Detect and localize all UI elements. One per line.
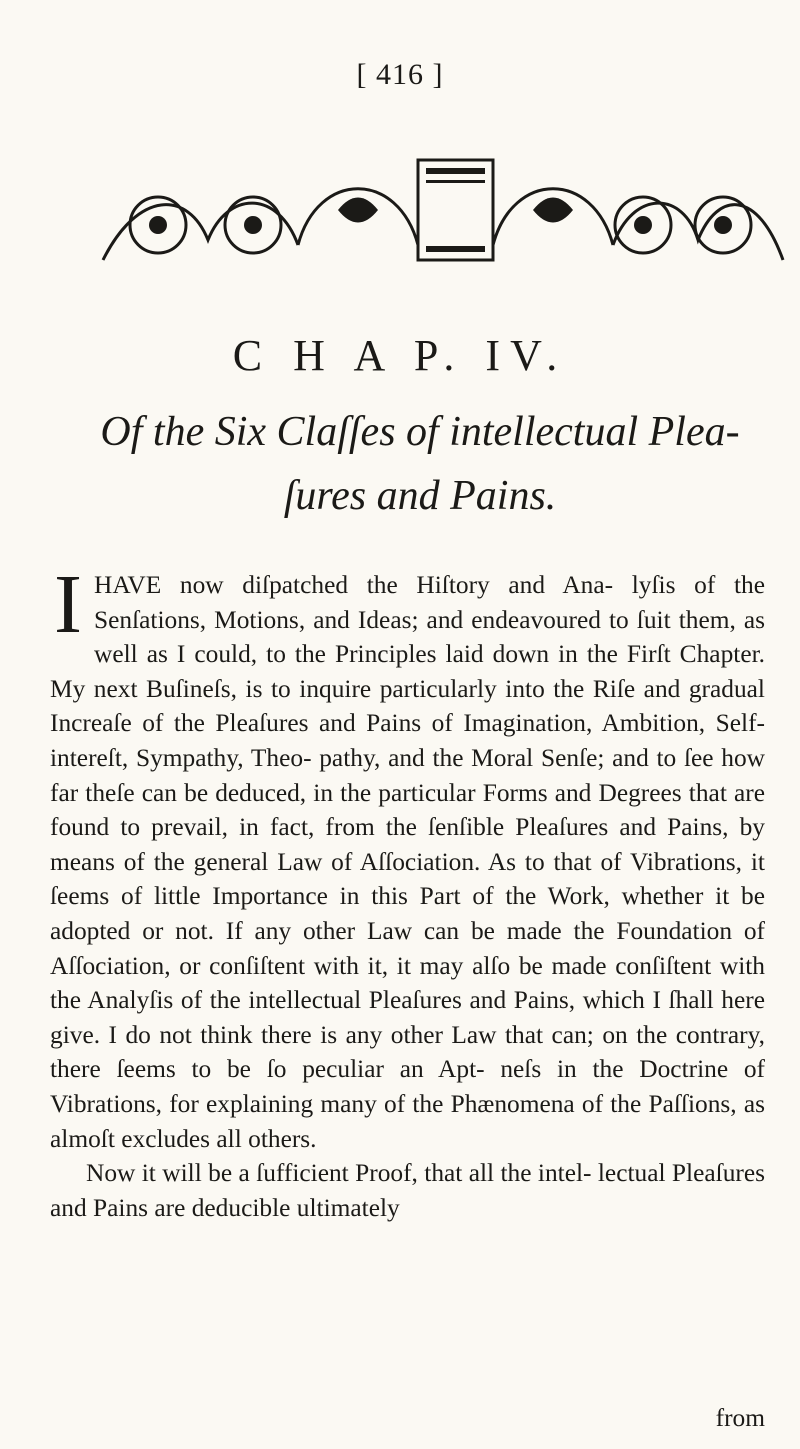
chapter-heading: C H A P. IV. [232, 331, 568, 380]
paragraph-2: Now it will be a ſufficient Proof, that all the intel- lectual Pleaſures and Pains are deducible ultimately [50, 1159, 765, 1222]
paragraph-1-text: HAVE now diſpatched the Hiſtory and Ana- lyſis of the Senſations, Motions, and Ideas; and endeavoured to ſuit them, as well as I could, to the Principles laid down in the Firſt Chapter. My next Buſineſs, is to inquire particularly into the Riſe and gradual Increaſe of the Pleaſures and Pains of Imagination, Ambition, Self-intereſt, Sympathy, Theo- pathy, and the Moral Senſe; and to ſee how far theſe can be deduced, in the particular Forms and Degrees that are found to prevail, in fact, from the ſenſible Pleaſures and Pains, by means of the general Law of Aſſociation. As to that of Vibrations, it ſeems of little Importance in this Part of the Work, whether it be adopted or not. If any other Law can be made the Foundation of Aſſociation, or conſiſtent with it, it may alſo be made conſiſtent with the Analyſis of the intellectual Pleaſures and Pains, which I ſhall here give. I do not think there is any other Law that can; on the contrary, there ſeems to be ſo peculiar an Apt- neſs in the Doctrine of Vibrations, for explaining many of the Phænomena of the Paſſions, as almoſt excludes all others. [50, 571, 765, 1153]
body-text [50, 558, 765, 1225]
page-number: [ 416 ] [356, 58, 444, 91]
drop-cap: I [54, 558, 82, 651]
decorative-headpiece-ornament-icon [98, 150, 788, 280]
catchword: from [715, 1404, 765, 1432]
paragraph-1 [50, 558, 765, 1156]
chapter-title: Of the Six Claſſes of intellectual Plea- ſures and Pains. [100, 409, 740, 519]
